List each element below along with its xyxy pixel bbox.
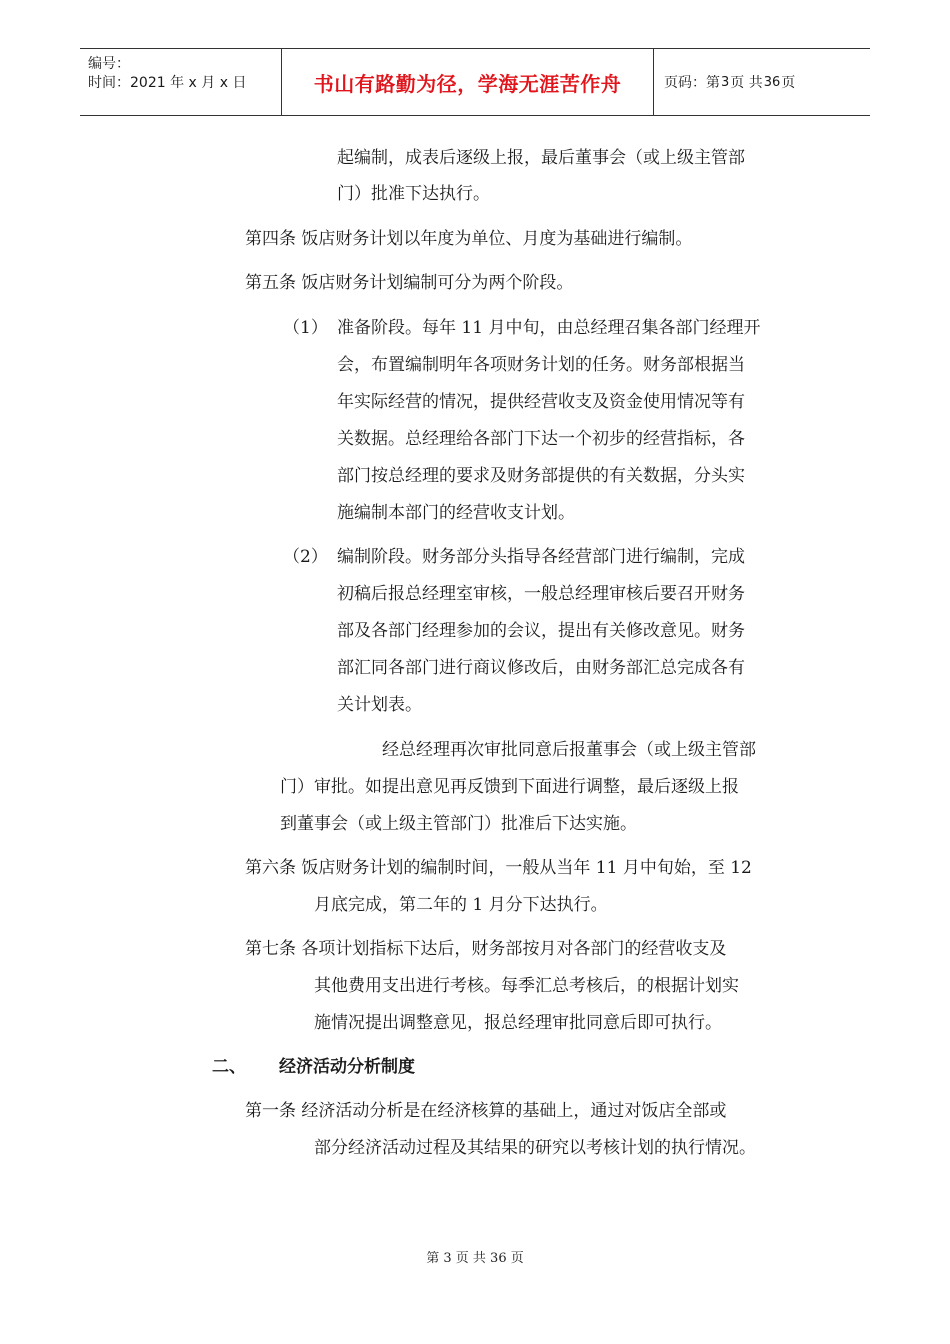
text-line: 编制阶段。财务部分头指导各经营部门进行编制，完成: [337, 547, 745, 567]
text-line: 部分经济活动过程及其结果的研究以考核计划的执行情况。: [314, 1138, 756, 1158]
text-line: 关计划表。: [337, 695, 422, 715]
page-current: 3: [721, 74, 730, 90]
text-line: 月底完成，第二年的 1 月分下达执行。: [314, 895, 608, 915]
page-header: [80, 48, 870, 116]
text-line: 到董事会（或上级主管部门）批准后下达实施。: [280, 814, 637, 834]
text-line: 门）审批。如提出意见再反馈到下面进行调整，最后逐级上报: [280, 777, 739, 797]
text-line: 施编制本部门的经营收支计划。: [337, 503, 575, 523]
item-number-2: （2）: [283, 547, 328, 567]
article-7: 第七条 各项计划指标下达后，财务部按月对各部门的经营收支及: [245, 939, 727, 959]
header-motto: 书山有路勤为径，学海无涯苦作舟: [282, 49, 654, 115]
page-mid: 页 共: [730, 75, 763, 91]
item-number-1: （1）: [283, 318, 328, 338]
text-line: 施情况提出调整意见，报总经理审批同意后即可执行。: [314, 1013, 722, 1033]
article-4: 第四条 饭店财务计划以年度为单位、月度为基础进行编制。: [245, 229, 693, 249]
text-line: 门）批准下达执行。: [337, 184, 490, 204]
text-line: 其他费用支出进行考核。每季汇总考核后，的根据计划实: [314, 976, 739, 996]
document-number-label: 编号：: [88, 56, 130, 72]
text-line: 部汇同各部门进行商议修改后，由财务部汇总完成各有: [337, 658, 745, 678]
header-meta: [80, 49, 282, 115]
header-page-info: [654, 49, 870, 115]
article-6: 第六条 饭店财务计划的编制时间，一般从当年 11 月中旬始，至 12: [245, 858, 752, 878]
text-line: 会，布置编制明年各项财务计划的任务。财务部根据当: [337, 355, 745, 375]
text-line: 部及各部门经理参加的会议，提出有关修改意见。财务: [337, 621, 745, 641]
section-title: 经济活动分析制度: [279, 1057, 415, 1077]
page-total: 36: [763, 74, 781, 90]
page-prefix: 页码：第: [664, 75, 720, 91]
article-1: 第一条 经济活动分析是在经济核算的基础上，通过对饭店全部或: [245, 1101, 727, 1121]
page-footer: 第 3 页 共 36 页: [426, 1251, 524, 1266]
page-suffix: 页: [781, 75, 796, 91]
article-5: 第五条 饭店财务计划编制可分为两个阶段。: [245, 273, 574, 293]
text-line: 经总经理再次审批同意后报董事会（或上级主管部: [382, 740, 756, 760]
section-number: 二、: [212, 1057, 246, 1077]
text-line: 年实际经营的情况，提供经营收支及资金使用情况等有: [337, 392, 745, 412]
text-line: 起编制，成表后逐级上报，最后董事会（或上级主管部: [337, 148, 745, 168]
text-line: 初稿后报总经理室审核，一般总经理审核后要召开财务: [337, 584, 745, 604]
text-line: 准备阶段。每年 11 月中旬，由总经理召集各部门经理开: [337, 318, 761, 338]
document-time-label: 时间：2021 年 x 月 x 日: [88, 75, 247, 91]
text-line: 关数据。总经理给各部门下达一个初步的经营指标，各: [337, 429, 745, 449]
text-line: 部门按总经理的要求及财务部提供的有关数据，分头实: [337, 466, 745, 486]
